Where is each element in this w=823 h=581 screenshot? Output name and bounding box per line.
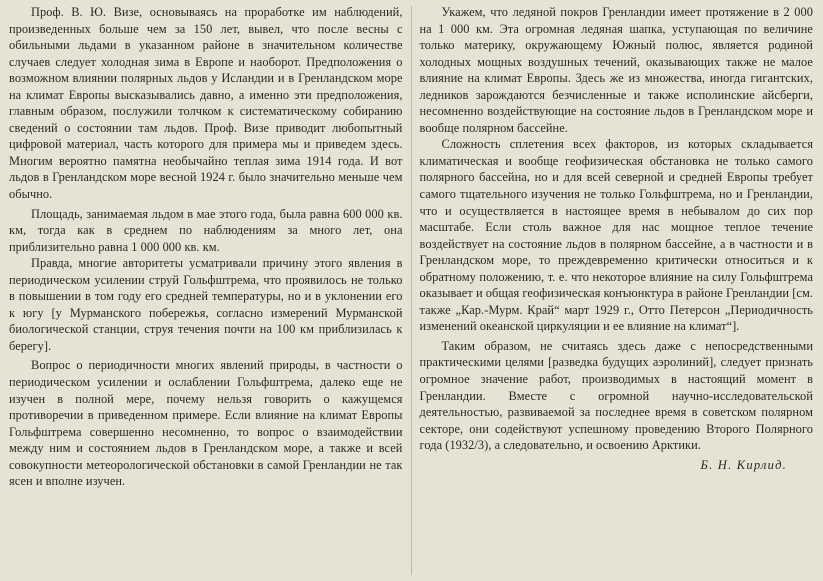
- column-divider: [411, 6, 412, 575]
- paragraph-greenland-ice-cover: Укажем, что ледяной покров Гренландии имеет протяжение в 2 000 на 1 000 км. Эта огромная ледяная шапка, уступающая по величине только материку, окружающему Южный полюс, является родиной холодных мощных воздушных течений, оказывающих также не малое влияние на климат Европы. Здесь же из множества, иногда гигантских, ледников зарождаются безчисленные и также исполинские айсберги, несомненно воздействующие на состояние льдов в Гренландском море и вообще полярном бассейне.: [419, 5, 813, 135]
- paragraph-vize-observations: Проф. В. Ю. Визе, основываясь на проработке им наблюдений, произведенных больше чем за 150 лет, вывел, что после весны с обильными льдами в указанном районе в значительном количестве случаев следует холодная зима в Европе и наоборот. Предположения о возможном влиянии полярных льдов у Исландии и в Гренландском море на климат Европы высказывались давно, а именно эти предположения, главным образом, послужили толчком к систематическому собиранию сведений о состоянии там льдов. Проф. Визе приводит любопытный цифровой материал, часть которого для примера мы и приведем здесь. Многим вероятно памятна необычайно теплая зима 1914 года. И вот льдов в Гренландском море весной 1924 г. было значительно меньше чем обычно.: [9, 5, 403, 202]
- left-column: [9, 4, 403, 581]
- right-column: [420, 4, 814, 581]
- paragraph-conclusion: Таким образом, не считаясь здесь даже с непосредственными практическими целями [разведка будущих аэролиний], следует признать огромное значение работ, производимых в настоящий момент в Гренландии. Вместе с огромной научно-исследовательской деятельностью, развиваемой за последнее время в советском полярном секторе, они содействуют успешному проведению Второго Полярного года (1932/3), а следовательно, и освоению Арктики.: [419, 338, 813, 453]
- paragraph-ice-area: Площадь, занимаемая льдом в мае этого года, была равна 600 000 кв. км, тогда как в среднем по наблюдениям за много лет, она приблизительно равна 1 000 000 кв. км.: [9, 206, 403, 254]
- paragraph-complexity-of-factors: Сложность сплетения всех факторов, из которых складывается климатическая и вообще геофизическая обстановка не только самого полярного бассейна, но и для всей северной и средней Европы требует самого тщательного изучения не только Гольфштрема, но и Гренландии, что и осуществляется в настоящее время в небывалом до сих пор масштабе. Если столь важное для нас мощное теплое течение воздействует на состояние льдов в полярном бассейне, а в частности и в Гренландском море, то преждевременно критически относиться и к обратному положению, т. е. что некоторое влияние на силу Гольфштрема оказывает и общая геофизическая конъюнктура в районе Гренландии [см. также „Кар.-Мурм. Край“ март 1929 г., Отто Петерсон „Периодичность изменений океанской циркуляции и ее влияние на климат“].: [419, 137, 813, 334]
- paragraph-gulf-stream-causes: Правда, многие авторитеты усматривали причину этого явления в периодическом усилении струй Гольфштрема, что проявилось не только в повышении в том году его средней температуры, но и в уклонении его к югу [у Мурманского побережья, согласно измерений Мурманской биологической станции, струя течения почти на 100 км приблизилась к берегу].: [9, 256, 403, 353]
- paragraph-periodicity-question: Вопрос о периодичности многих явлений природы, в частности о периодическом усилении и ослаблении Гольфштрема, далеко еще не изучен в полной мере, почему нельзя говорить о кажущемся противоречии в приведенном примере. Если влияние на климат Европы Гольфштрема совершенно несомненно, то вопрос о взаимодействии между ним и состоянием льдов в Гренландском море, а также и всей совокупности метеорологической обстановки в самой Гренландии не так ясен и вполне изучен.: [9, 358, 403, 489]
- author-signature: Б. Н. Кирлид.: [700, 457, 787, 472]
